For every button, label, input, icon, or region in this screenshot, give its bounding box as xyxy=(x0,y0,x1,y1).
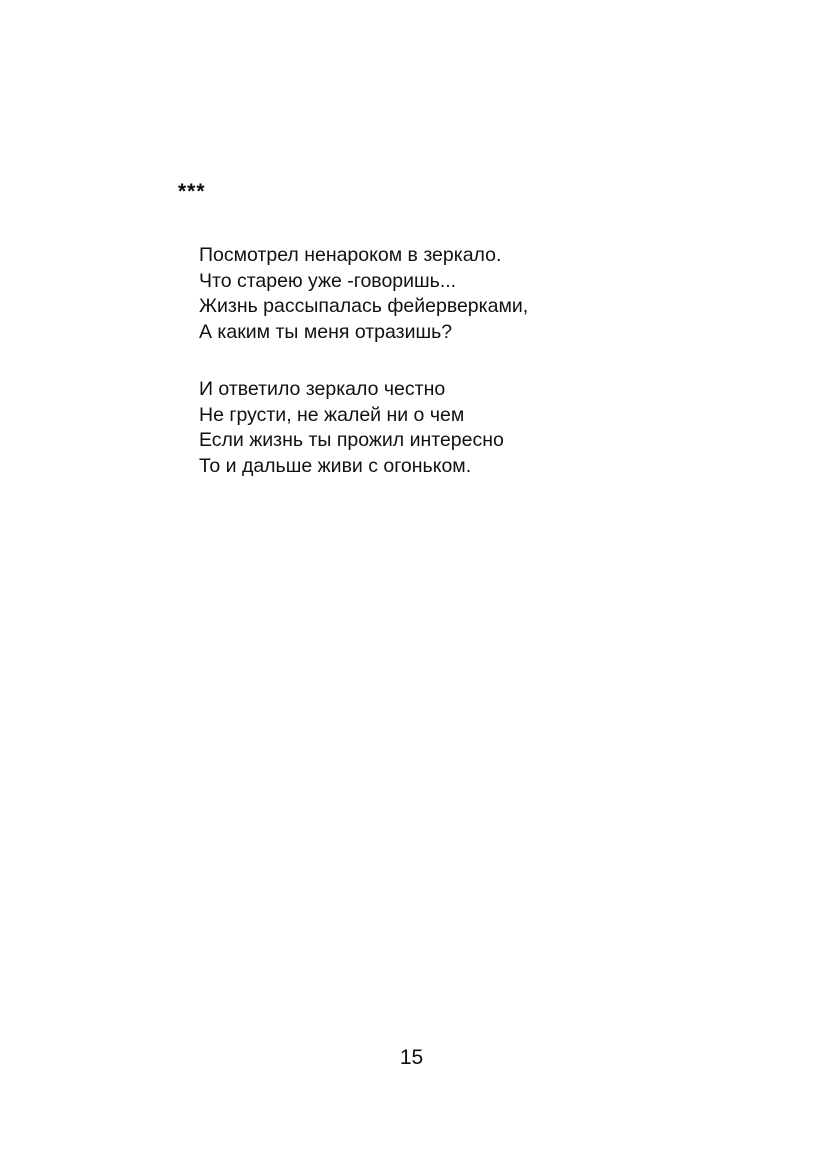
poem-line: И ответило зеркало честно xyxy=(199,378,446,400)
poem-line: Что старею уже -говоришь... xyxy=(199,269,457,292)
poem-line: А каким ты меня отразишь? xyxy=(199,320,453,343)
poem-line: То и дальше живи с огоньком. xyxy=(199,454,472,477)
poem-body xyxy=(199,243,719,479)
poem-line: Посмотрел ненароком в зеркало. xyxy=(199,244,502,266)
poem-line: Жизнь рассыпалась фейерверками, xyxy=(199,295,529,317)
page-number: 15 xyxy=(399,1046,424,1069)
poem-stanza xyxy=(199,243,719,345)
poem-title-mark: *** xyxy=(178,180,206,203)
poem-line: Не грусти, не жалей ни о чем xyxy=(199,403,465,426)
poem-stanza xyxy=(199,377,719,479)
poem-line: Если жизнь ты прожил интересно xyxy=(199,429,504,451)
